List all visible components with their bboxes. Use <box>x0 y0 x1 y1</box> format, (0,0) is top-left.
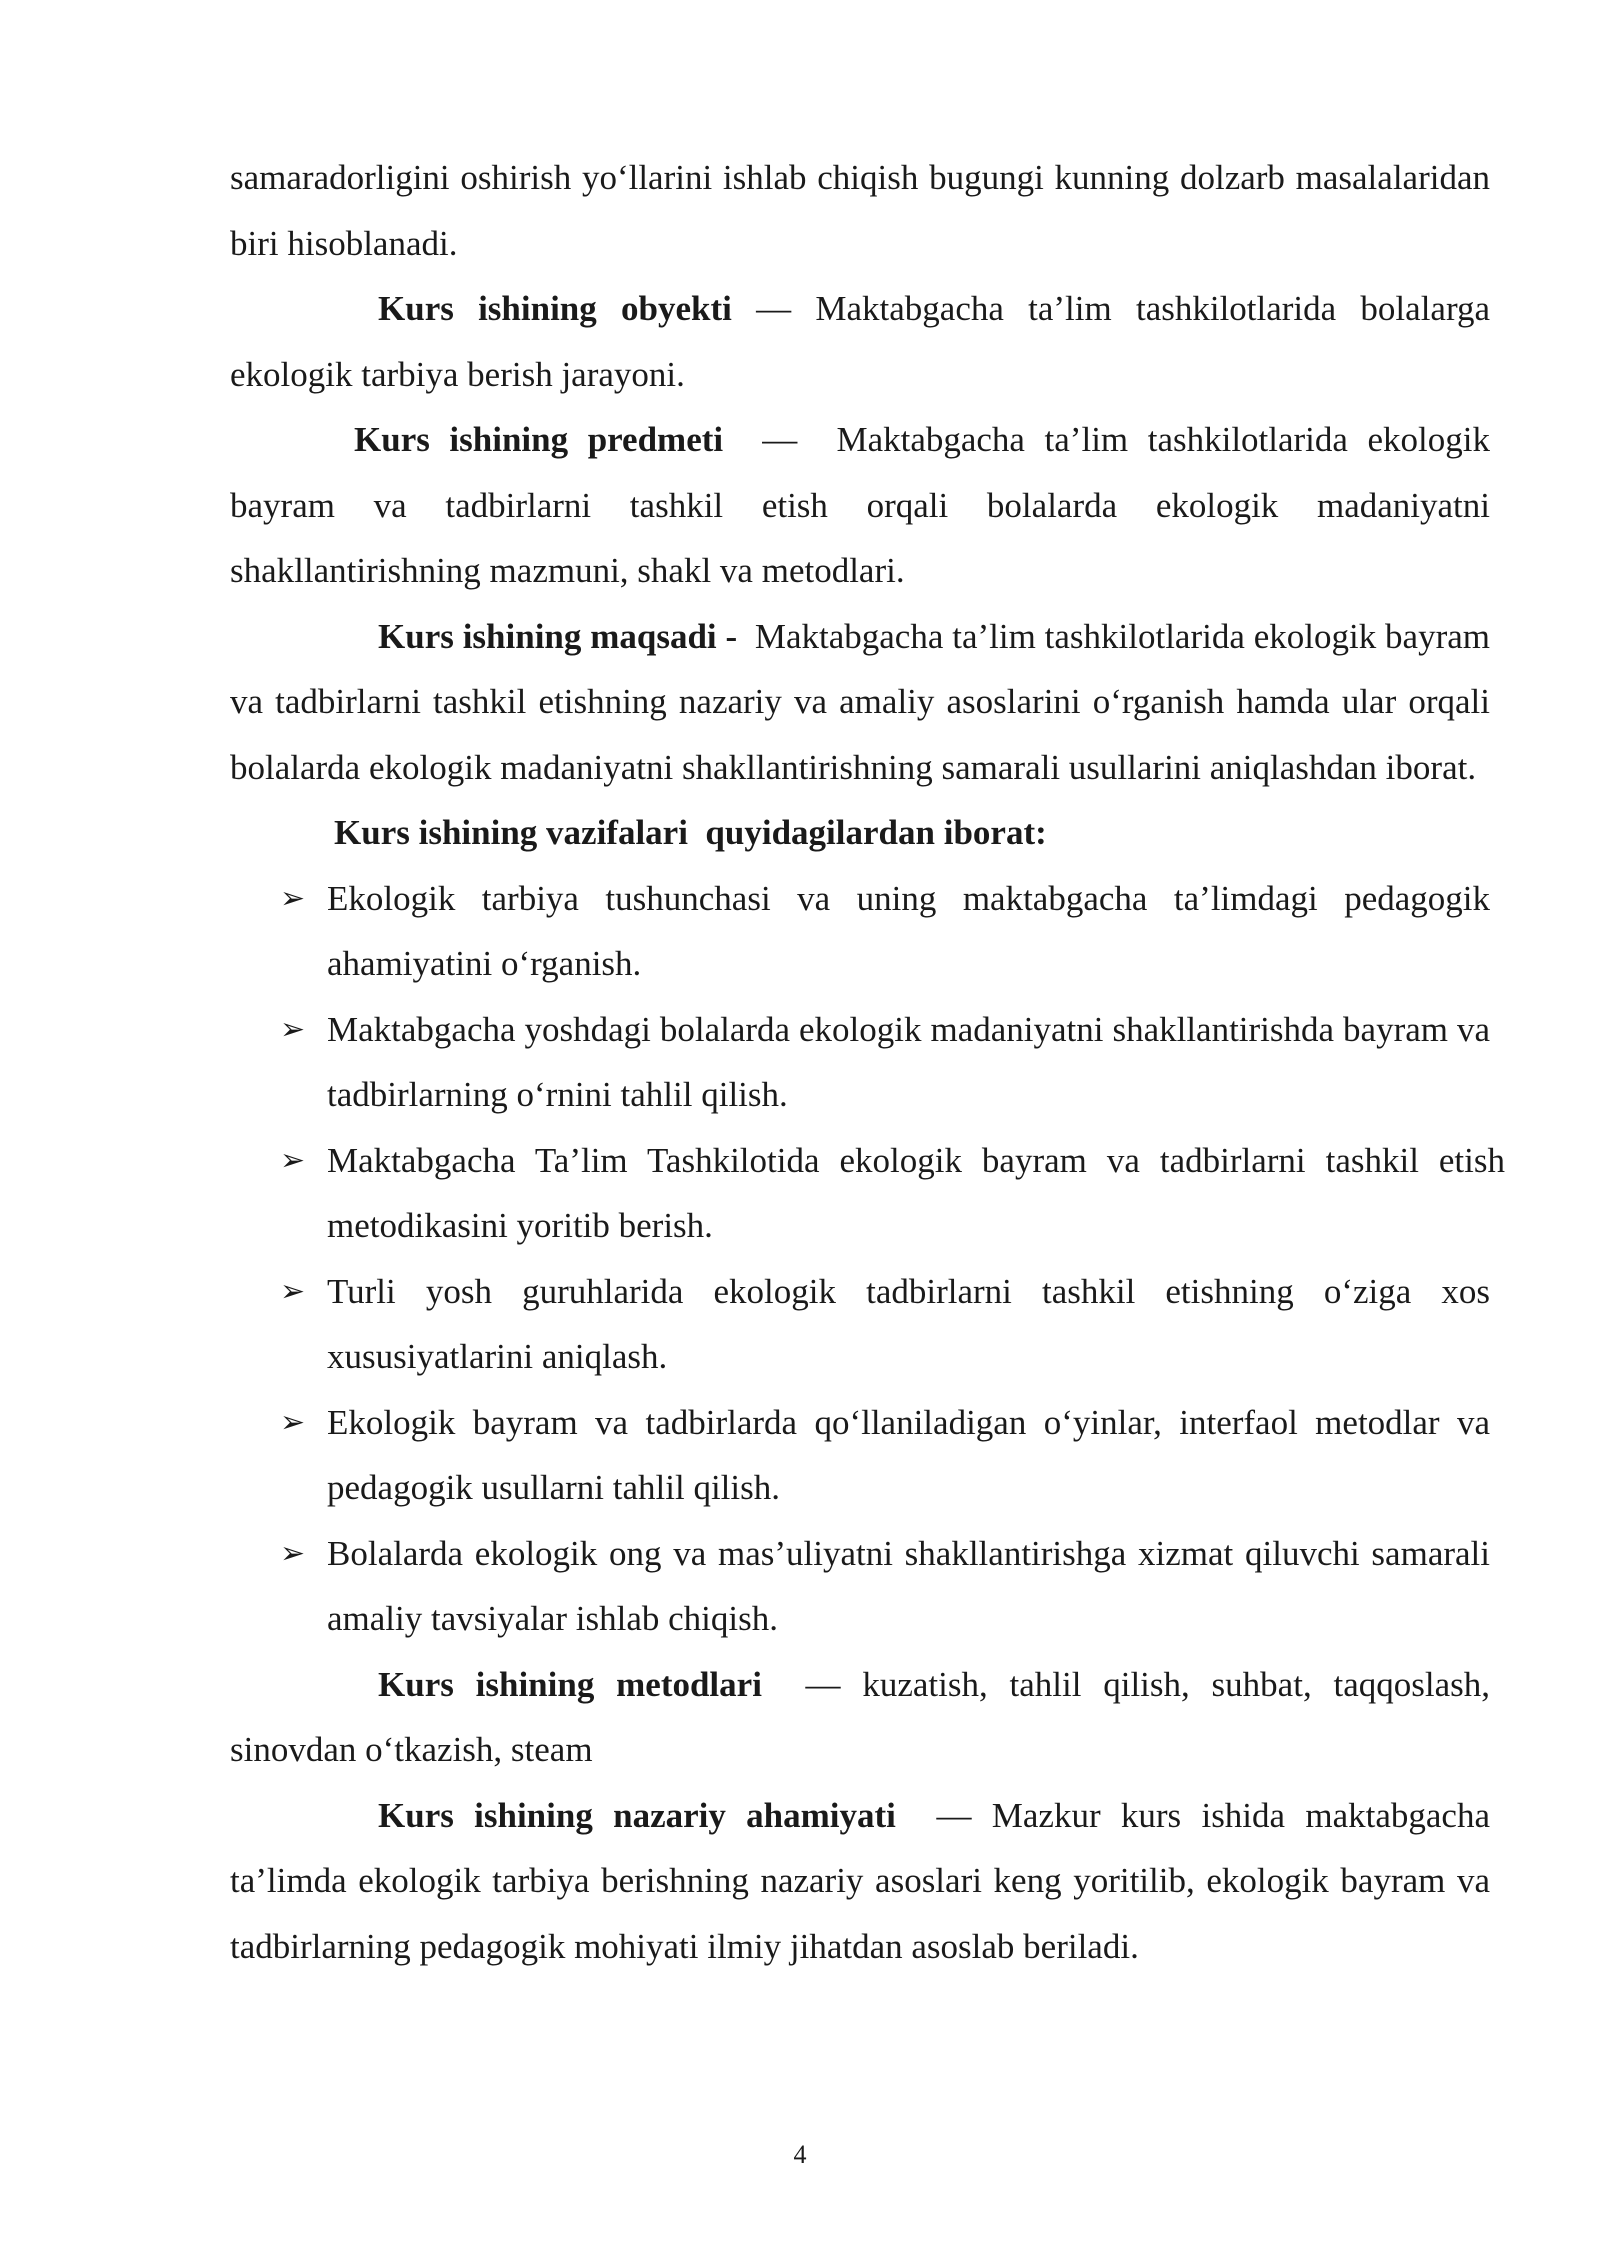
list-item-text: Ekologik tarbiya tushunchasi va uning maktabgacha ta’limdagi pedagogik ahamiyatini o‘rganish. <box>327 878 1490 983</box>
maqsad-label: Kurs ishining maqsadi - <box>378 616 738 656</box>
metodlar-paragraph <box>230 1652 1490 1783</box>
list-item <box>230 1259 1490 1390</box>
intro-paragraph <box>230 145 1490 276</box>
intro-text: samaradorligini oshirish yo‘llarini ishlab chiqish bugungi kunning dolzarb masalalaridan biri hisoblanadi. <box>230 158 1490 263</box>
ahamiyat-paragraph <box>230 1783 1490 1980</box>
list-item <box>230 866 1490 997</box>
list-item <box>230 1390 1490 1521</box>
list-item <box>230 1128 1505 1259</box>
arrow-bullet-icon: ➢ <box>280 1404 306 1440</box>
vazifalar-heading-text: Kurs ishining vazifalari quyidagilardan iborat: <box>334 813 1047 852</box>
list-item-text: Maktabgacha Ta’lim Tashkilotida ekologik bayram va tadbirlarni tashkil etish metodikasini yoritib berish. <box>327 1140 1505 1245</box>
obyekt-label: Kurs ishining obyekti <box>378 289 732 328</box>
list-item-text: Ekologik bayram va tadbirlarda qo‘llaniladigan o‘yinlar, interfaol metodlar va pedagogik usullarni tahlil qilish. <box>327 1402 1490 1507</box>
list-item <box>230 997 1490 1128</box>
ahamiyat-text: Mazkur kurs ishida maktabgacha ta’limda ekologik tarbiya berishning nazariy asoslari keng yoritilib, ekologik bayram va tadbirlarning pedagogik mohiyati ilmiy jihatdan asoslab beriladi. <box>230 1795 1490 1966</box>
list-item <box>230 1521 1490 1652</box>
document-page <box>230 145 1505 1979</box>
list-item-text: Bolalarda ekologik ong va mas’uliyatni shakllantirishga xizmat qiluvchi samarali amaliy tavsiyalar ishlab chiqish. <box>327 1533 1490 1638</box>
metodlar-text: kuzatish, tahlil qilish, suhbat, taqqoslash, sinovdan o‘tkazish, steam <box>230 1664 1490 1769</box>
list-item-text: Maktabgacha yoshdagi bolalarda ekologik madaniyatni shakllantirishda bayram va tadbirlarning o‘rnini tahlil qilish. <box>327 1009 1490 1114</box>
vazifalar-list <box>230 866 1505 1652</box>
vazifalar-heading <box>230 800 1490 866</box>
list-item-text: Turli yosh guruhlarida ekologik tadbirlarni tashkil etishning o‘ziga xos xususiyatlarini aniqlash. <box>327 1271 1490 1376</box>
predmet-text: Maktabgacha ta’lim tashkilotlarida ekologik bayram va tadbirlarni tashkil etish orqali bolalarda ekologik madaniyatni shakllantirishning mazmuni, shakl va metodlari. <box>230 420 1490 590</box>
metodlar-separator: — <box>761 1664 863 1704</box>
obyekt-separator: — <box>731 289 816 328</box>
arrow-bullet-icon: ➢ <box>280 1273 306 1309</box>
arrow-bullet-icon: ➢ <box>280 880 306 916</box>
predmet-paragraph <box>230 407 1490 604</box>
ahamiyat-label: Kurs ishining nazariy ahamiyati <box>378 1795 896 1835</box>
ahamiyat-separator: — <box>895 1795 992 1835</box>
maqsad-separator <box>737 617 755 656</box>
predmet-label: Kurs ishining predmeti <box>354 420 724 459</box>
arrow-bullet-icon: ➢ <box>280 1535 306 1571</box>
obyekt-paragraph <box>230 276 1490 407</box>
metodlar-label: Kurs ishining metodlari <box>378 1664 762 1704</box>
maqsad-text: Maktabgacha ta’lim tashkilotlarida ekologik bayram va tadbirlarni tashkil etishning nazariy va amaliy asoslarini o‘rganish hamda ular orqali bolalarda ekologik madaniyatni shakllantirishning samarali usullarini aniqlashdan iborat. <box>230 616 1491 787</box>
maqsad-paragraph <box>230 604 1490 801</box>
arrow-bullet-icon: ➢ <box>280 1142 306 1178</box>
obyekt-text: Maktabgacha ta’lim tashkilotlarida bolalarga ekologik tarbiya berish jarayoni. <box>230 289 1491 394</box>
predmet-separator: — <box>723 420 837 459</box>
arrow-bullet-icon: ➢ <box>280 1011 306 1047</box>
page-number: 4 <box>793 2140 807 2169</box>
